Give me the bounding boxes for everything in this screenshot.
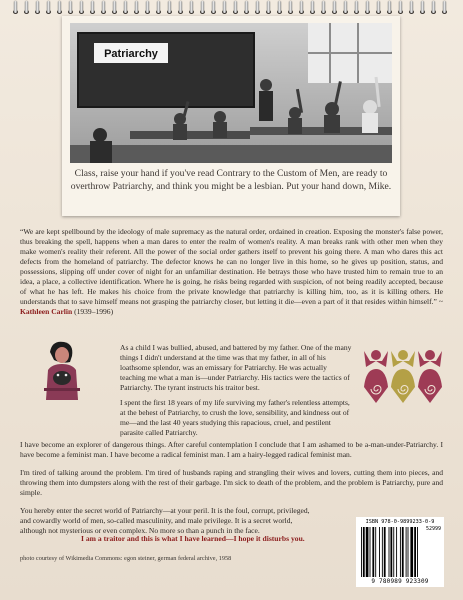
patriarchy-sign: Patriarchy (104, 48, 158, 60)
epigraph-quote (20, 227, 443, 317)
binding-ring (223, 1, 226, 13)
barcode-bar (379, 527, 380, 577)
photo-credit: photo courtesy of Wikimedia Commons: egon steiner, german federal archive, 1958 (20, 555, 232, 562)
binding-ring (36, 1, 39, 13)
binding-ring (113, 1, 116, 13)
barcode-bar (414, 527, 416, 577)
binding-ring (157, 1, 160, 13)
barcode-bar (410, 527, 413, 577)
isbn-barcode (356, 517, 444, 587)
intro-paragraphs (120, 343, 352, 443)
isbn-label: ISBN 978-0-9899233-0-9 (365, 519, 435, 525)
binding-ring (256, 1, 259, 13)
photo-caption: Class, raise your hand if you've read Contrary to the Custom of Men, are ready to overthrow Patriarchy, and think you might be a lesbian. Put your hand down, Mike. (70, 168, 392, 192)
binding-ring (278, 1, 281, 13)
binding-ring (399, 1, 402, 13)
binding-ring (355, 1, 358, 13)
binding-ring (366, 1, 369, 13)
binding-ring (47, 1, 50, 13)
barcode-bar (402, 527, 404, 577)
binding-ring (333, 1, 336, 13)
barcode-bar (417, 527, 418, 577)
binding-ring (201, 1, 204, 13)
binding-ring (289, 1, 292, 13)
classroom-photo (70, 23, 392, 163)
binding-ring (135, 1, 138, 13)
binding-ring (344, 1, 347, 13)
barcode-bar (390, 527, 392, 577)
paragraph-tired: I'm tired of talking around the problem. I'm tired of husbands raping and strangling their wives and lovers, cutting them into pieces, and throwing them into dumpsters along with the rest of their garbage. I'm sick to death of the problem, and the problem is Patriarchy, pure and simple. (20, 468, 443, 498)
binding-ring (25, 1, 28, 13)
binding-ring (190, 1, 193, 13)
photo-card (62, 16, 400, 216)
barcode-bar (389, 527, 390, 577)
binding-ring (410, 1, 413, 13)
binding-ring (432, 1, 435, 13)
binding-ring (179, 1, 182, 13)
man-illustration (40, 338, 84, 400)
barcode-bar (384, 527, 386, 577)
quote-text: “We are kept spellbound by the ideology of male supremacy as the natural order, ordained in creation. Exposing the monster's false power, thus breaking the spell, happens when a man dares to enter the realm of women's reality. A man breaks rank with other men when they make women's reality their referent. All the power of the social order gathers itself to prevent his going there. A man who dares this act defects from the homeland of patriarchy. The defector knows he can no longer live in this home, so he gives up position, status, and possessions, slipping off under cover of night for an unfamiliar destination. He betrays those who have trusted him to remain true to an idea, a place, a collective identification. Where he is going, he risks being regarded with suspicion, of not being readily accepted, because of what he has left. He makes his choice from the private knowledge that patriarchy is killing him, too, as it is killing others. He understands that to save himself means not grasping the patriarchy closer, but letting it die—even a part of it that resides within himself.” ~ (20, 227, 443, 307)
paragraph-childhood: As a child I was bullied, abused, and battered by my father. One of the many things I didn't understand at the time was that my father, in all of his loathsome splendor, was an emissary for Patriarchy. He was actually teaching me what a man is—under Patriarchy. His tactics were the tactics of Patriarchy. The tyrant instructs his traitor best. (120, 343, 352, 392)
binding-ring (245, 1, 248, 13)
traitor-statement: I am a traitor and this is what I have learned—I hope it disturbs you. (81, 534, 305, 543)
binding-ring (124, 1, 127, 13)
barcode-bar (361, 527, 362, 577)
paragraph-secret-world: You hereby enter the secret world of Patriarchy—at your peril. It is the foul, corrupt, privileged, and cowardly world of men, so-called masculinity, and male privilege. It is a secret world, although not mysterious or even complex. No more so than a punch in the face. (20, 506, 310, 536)
binding-ring (212, 1, 215, 13)
binding-ring (443, 1, 446, 13)
binding-ring (14, 1, 17, 13)
binding-ring (322, 1, 325, 13)
barcode-bars (360, 527, 440, 577)
binding-ring (146, 1, 149, 13)
barcode-bar (393, 527, 394, 577)
barcode-bar (370, 527, 371, 577)
binding-ring (91, 1, 94, 13)
paragraph-first-years: I spent the first 18 years of my life surviving my father's relentless attempts, at the behest of Patriarchy, to crush the love, sensibility, and kindness out of me—and the last 40 years studying this rapacious, cruel, and pestilent parasite called Patriarchy. (120, 398, 350, 437)
barcode-bar (366, 527, 369, 577)
barcode-bar (363, 527, 365, 577)
spiral-binding (14, 0, 450, 14)
barcode-bar (406, 527, 407, 577)
binding-ring (267, 1, 270, 13)
binding-ring (300, 1, 303, 13)
paragraph-explorer: I have become an explorer of dangerous things. After careful contemplation I conclude that I am ashamed to be a-man-under-Patriarchy. I have become a feminist man. I have become a radical feminist man. I am a hairy-legged radical feminist man. (20, 440, 443, 460)
barcode-bar (372, 527, 374, 577)
binding-ring (377, 1, 380, 13)
binding-ring (421, 1, 424, 13)
barcode-bar (408, 527, 409, 577)
barcode-bar (400, 527, 401, 577)
price-code: 52999 (425, 526, 441, 532)
binding-ring (80, 1, 83, 13)
binding-ring (234, 1, 237, 13)
barcode-bar (382, 527, 383, 577)
barcode-bar (396, 527, 397, 577)
goddess-figures (362, 347, 442, 403)
binding-ring (311, 1, 314, 13)
binding-ring (168, 1, 171, 13)
barcode-bar (375, 527, 376, 577)
binding-ring (388, 1, 391, 13)
quote-years: (1939–1996) (72, 307, 114, 317)
binding-ring (69, 1, 72, 13)
quote-author: Kathleen Carlin (20, 307, 73, 317)
binding-ring (58, 1, 61, 13)
isbn-digits: 9 780989 923309 (371, 578, 429, 585)
binding-ring (102, 1, 105, 13)
